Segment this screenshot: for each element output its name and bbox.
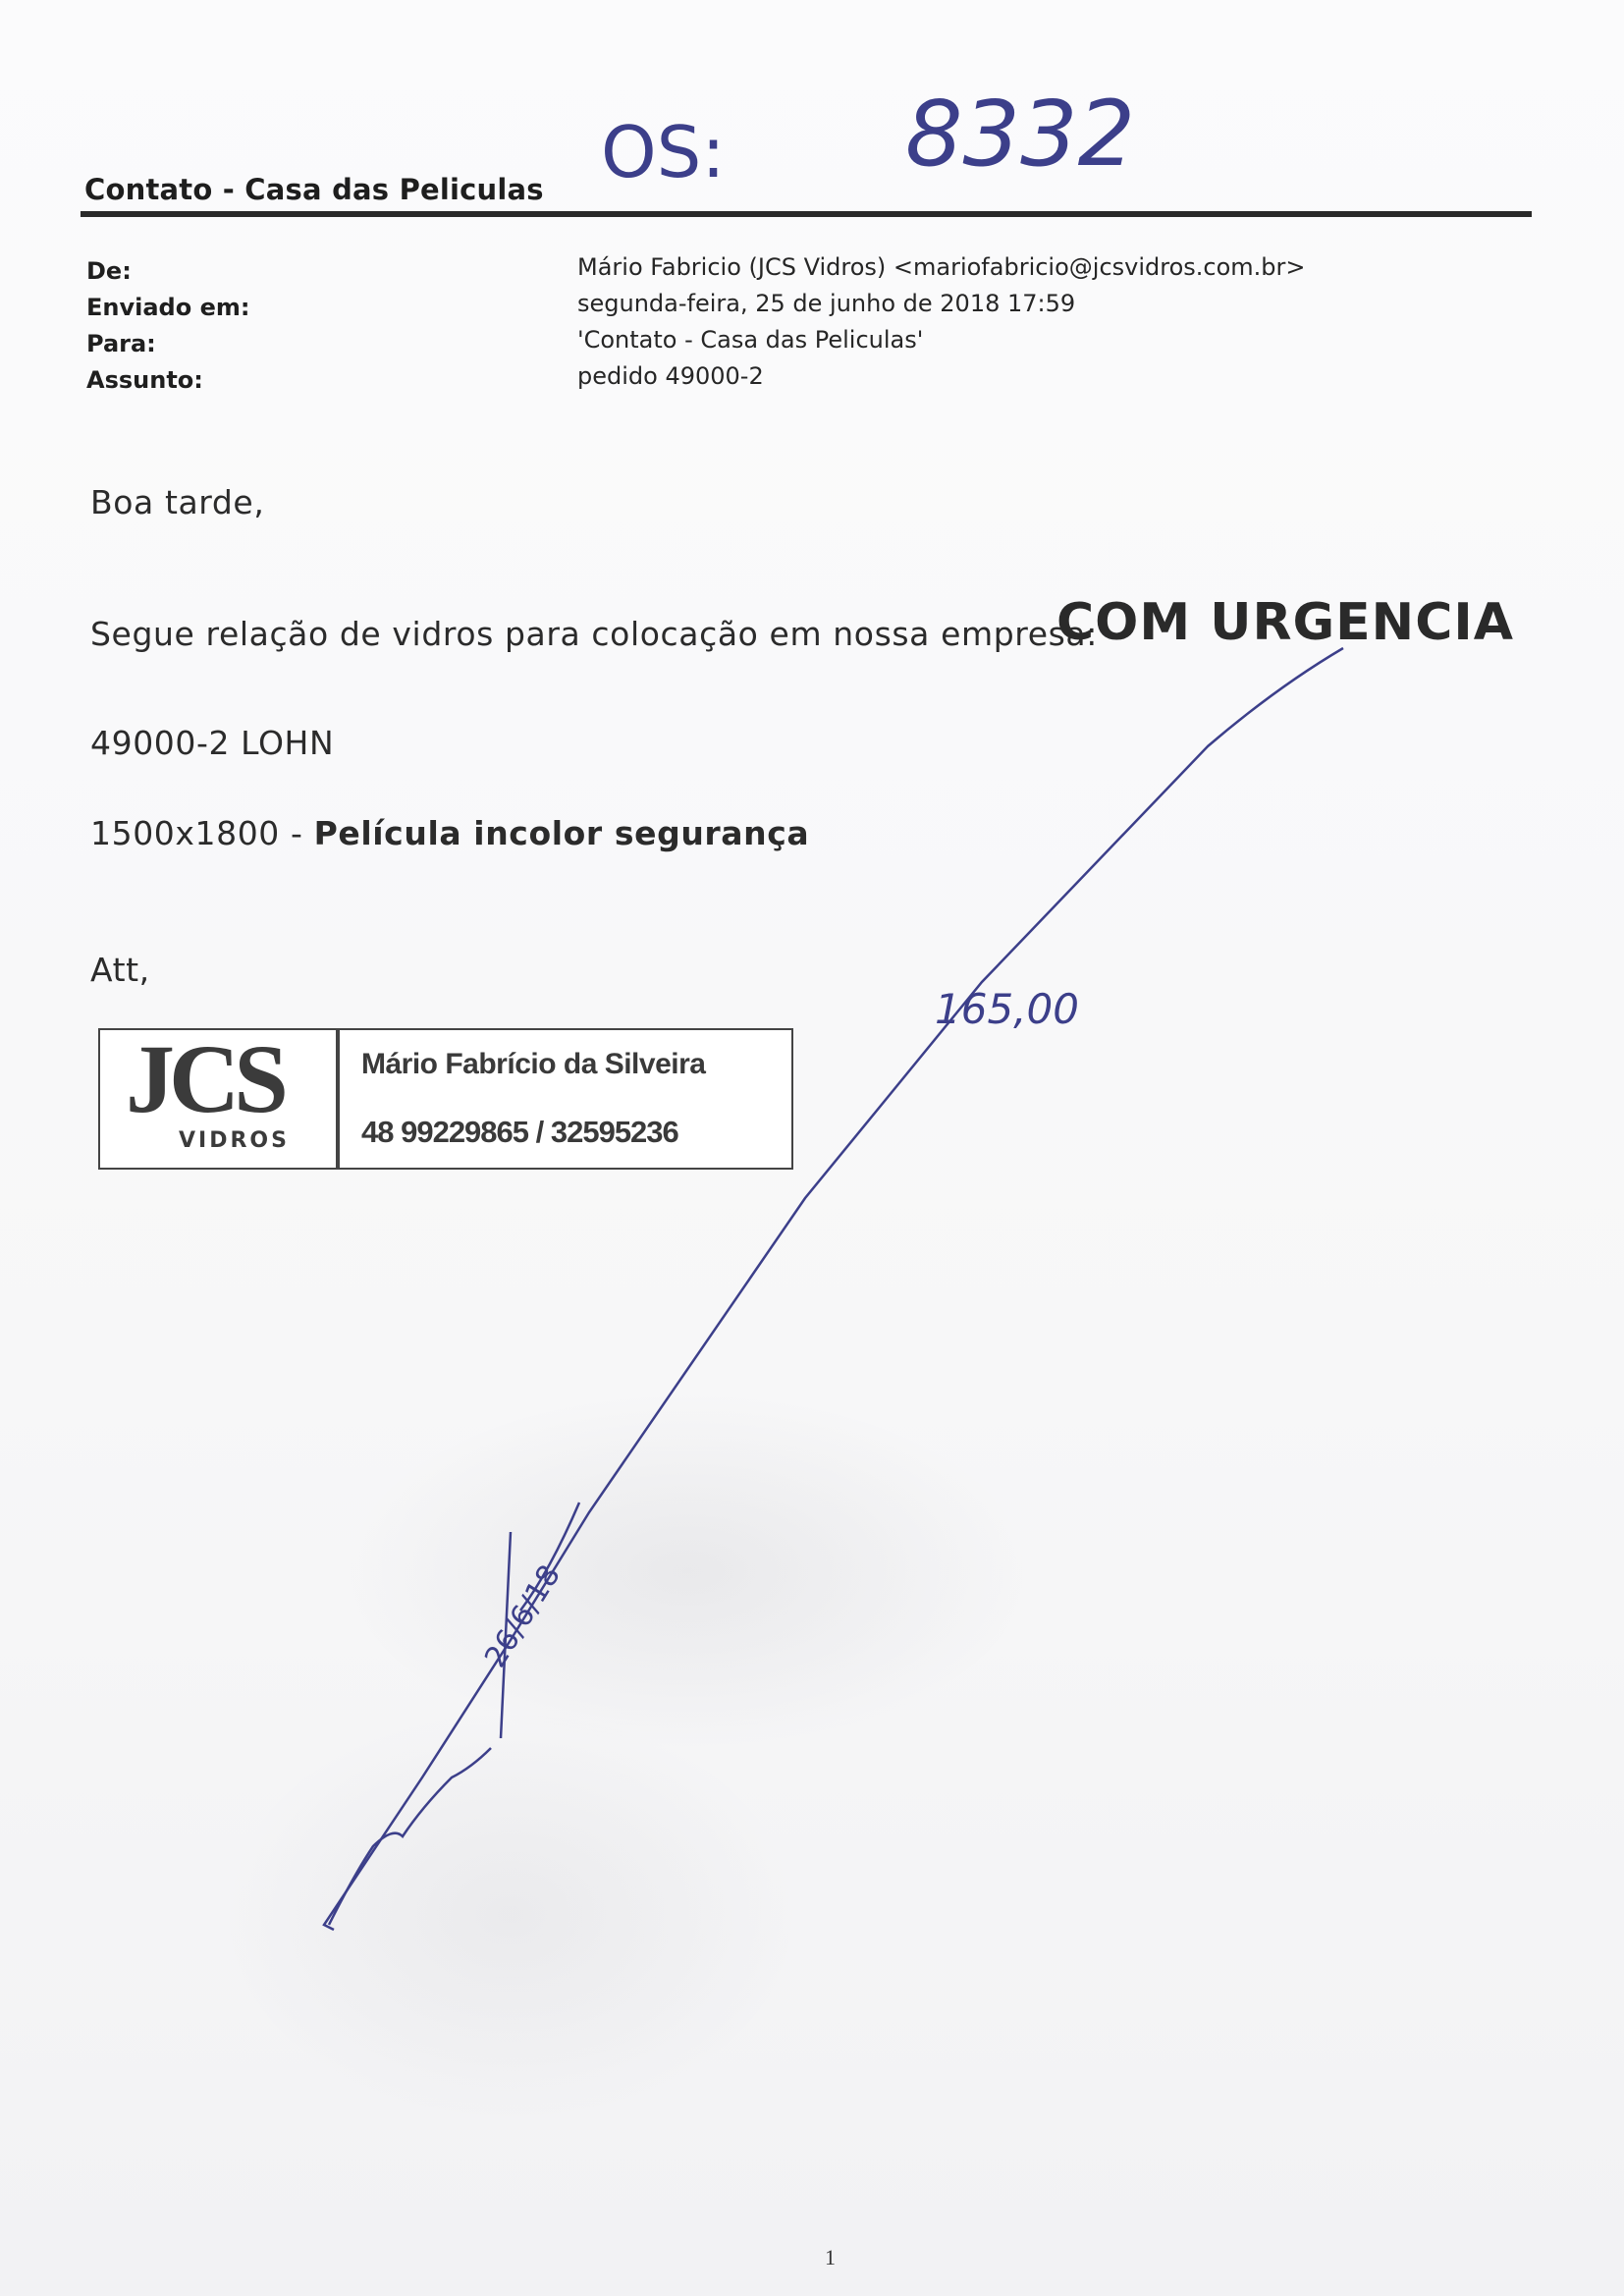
- to-label: Para:: [86, 330, 156, 357]
- header-divider: [81, 211, 1532, 217]
- handwritten-os-number: 8332: [905, 82, 1136, 187]
- signature-info: [338, 1028, 793, 1170]
- handwritten-os-label: OS:: [601, 111, 726, 193]
- subject-label: Assunto:: [86, 366, 203, 394]
- item-description: Película incolor segurança: [313, 814, 810, 852]
- company-logo: [98, 1024, 338, 1170]
- intro-text: Segue relação de vidros para colocação em nossa empresa:: [90, 615, 1098, 653]
- signature-scribble: [329, 1503, 579, 1925]
- greeting: Boa tarde,: [90, 483, 265, 521]
- subject-value: pedido 49000-2: [577, 362, 764, 390]
- signature-phone: 48 99229865 / 32595236: [361, 1115, 678, 1149]
- order-reference: 49000-2 LOHN: [90, 724, 335, 762]
- from-value: Mário Fabricio (JCS Vidros) <mariofabricio@jcsvidros.com.br>: [577, 253, 1306, 281]
- sent-value: segunda-feira, 25 de junho de 2018 17:59: [577, 290, 1076, 317]
- handwritten-price: 165,00: [935, 985, 1079, 1033]
- to-value: 'Contato - Casa das Peliculas': [577, 326, 924, 354]
- order-item: [90, 814, 809, 852]
- from-label: De:: [86, 257, 132, 285]
- signature-name: Mário Fabrício da Silveira: [361, 1048, 706, 1080]
- closing: Att,: [90, 951, 150, 989]
- logo-letters: JCS: [126, 1024, 283, 1133]
- page-number: 1: [825, 2245, 836, 2269]
- email-header-title: Contato - Casa das Peliculas: [84, 173, 544, 206]
- logo-subtitle: VIDROS: [179, 1128, 290, 1153]
- handwritten-signature-date: 26/6/18: [478, 1558, 568, 1674]
- sent-label: Enviado em:: [86, 294, 250, 321]
- urgent-notice: COM URGENCIA: [1056, 593, 1514, 652]
- item-size: 1500x1800 -: [90, 814, 314, 852]
